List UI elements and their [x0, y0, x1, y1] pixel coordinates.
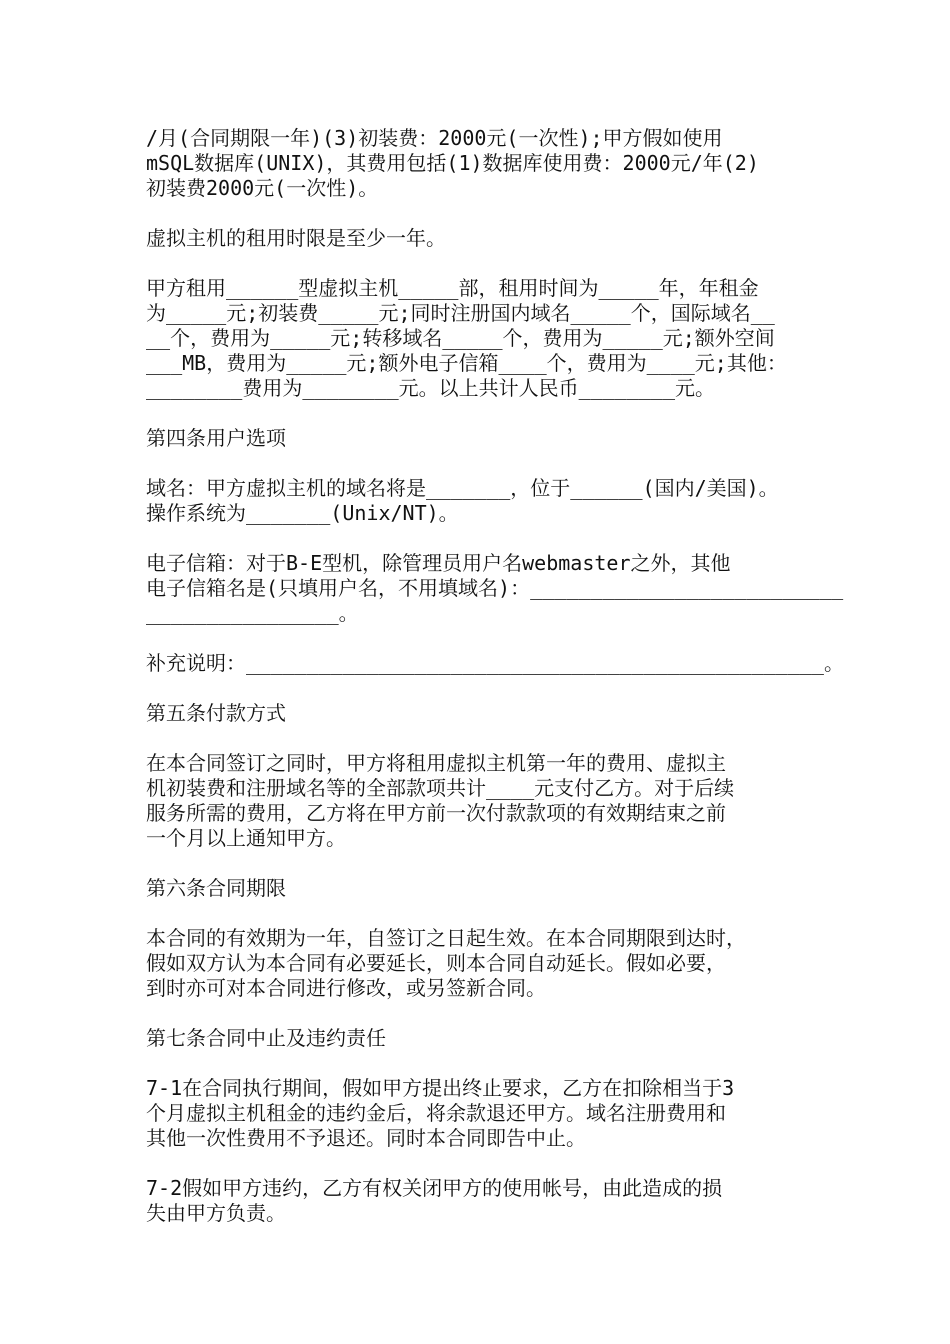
section-heading-4 [146, 426, 810, 451]
text-line: ________费用为________元。以上共计人民币________元。 [146, 376, 715, 400]
text-line: 7-1在合同执行期间，假如甲方提出终止要求，乙方在扣除相当于3 [146, 1076, 735, 1100]
text-line: 一个月以上通知甲方。 [146, 826, 346, 850]
paragraph-domain [146, 476, 810, 526]
text-line: /月(合同期限一年)(3)初装费：2000元(一次性);甲方假如使用 [146, 126, 723, 150]
text-line: 机初装费和注册域名等的全部款项共计____元支付乙方。对于后续 [146, 776, 735, 800]
text-line: 个月虚拟主机租金的违约金后，将余款退还甲方。域名注册费用和 [146, 1101, 726, 1125]
paragraph-rental-term [146, 226, 810, 251]
text-line: 补充说明：________________________________________________。 [146, 651, 844, 675]
text-line: 初装费2000元(一次性)。 [146, 176, 379, 200]
paragraph-payment [146, 751, 810, 851]
text-line: __个，费用为_____元;转移域名_____个，费用为_____元;额外空间 [146, 326, 775, 350]
section-heading-5 [146, 701, 810, 726]
paragraph-clause-7-2 [146, 1176, 810, 1226]
text-line: 到时亦可对本合同进行修改，或另签新合同。 [146, 976, 546, 1000]
text-line: 7-2假如甲方违约，乙方有权关闭甲方的使用帐号，由此造成的损 [146, 1176, 723, 1200]
heading-text: 第五条付款方式 [146, 701, 286, 725]
text-line: 电子信箱：对于B-E型机，除管理员用户名webmaster之外，其他 [146, 551, 731, 575]
text-line: ________________。 [146, 601, 359, 625]
heading-text: 第六条合同期限 [146, 876, 286, 900]
text-line: 为_____元;初装费_____元;同时注册国内域名_____个，国际域名__ [146, 301, 775, 325]
text-line: 电子信箱名是(只填用户名，不用填域名)：__________________________ [146, 576, 844, 600]
text-line: 操作系统为_______(Unix/NT)。 [146, 501, 459, 525]
paragraph-email [146, 551, 844, 626]
paragraph-term [146, 926, 810, 1001]
text-line: 失由甲方负责。 [146, 1201, 286, 1225]
document-page [146, 126, 844, 1251]
paragraph-rental-details [146, 276, 810, 401]
text-line: 服务所需的费用，乙方将在甲方前一次付款款项的有效期结束之前 [146, 801, 726, 825]
heading-text: 第七条合同中止及违约责任 [146, 1026, 386, 1050]
section-heading-6 [146, 876, 810, 901]
text-line: 本合同的有效期为一年，自签订之日起生效。在本合同期限到达时， [146, 926, 746, 950]
text-line: 其他一次性费用不予退还。同时本合同即告中止。 [146, 1126, 586, 1150]
section-heading-7 [146, 1026, 810, 1051]
paragraph-supplement [146, 651, 844, 676]
text-line: ___MB，费用为_____元;额外电子信箱____个，费用为____元;其他： [146, 351, 787, 375]
text-line: 在本合同签订之同时，甲方将租用虚拟主机第一年的费用、虚拟主 [146, 751, 726, 775]
paragraph-mysql-fees [146, 126, 810, 201]
heading-text: 第四条用户选项 [146, 426, 286, 450]
text-line: 甲方租用______型虚拟主机_____部，租用时间为_____年，年租金 [146, 276, 759, 300]
text-line: 域名：甲方虚拟主机的域名将是_______，位于______(国内/美国)。 [146, 476, 779, 500]
paragraph-clause-7-1 [146, 1076, 810, 1151]
text-line: mSQL数据库(UNIX)，其费用包括(1)数据库使用费：2000元/年(2) [146, 151, 759, 175]
text-line: 假如双方认为本合同有必要延长，则本合同自动延长。假如必要， [146, 951, 726, 975]
text-line: 虚拟主机的租用时限是至少一年。 [146, 226, 446, 250]
